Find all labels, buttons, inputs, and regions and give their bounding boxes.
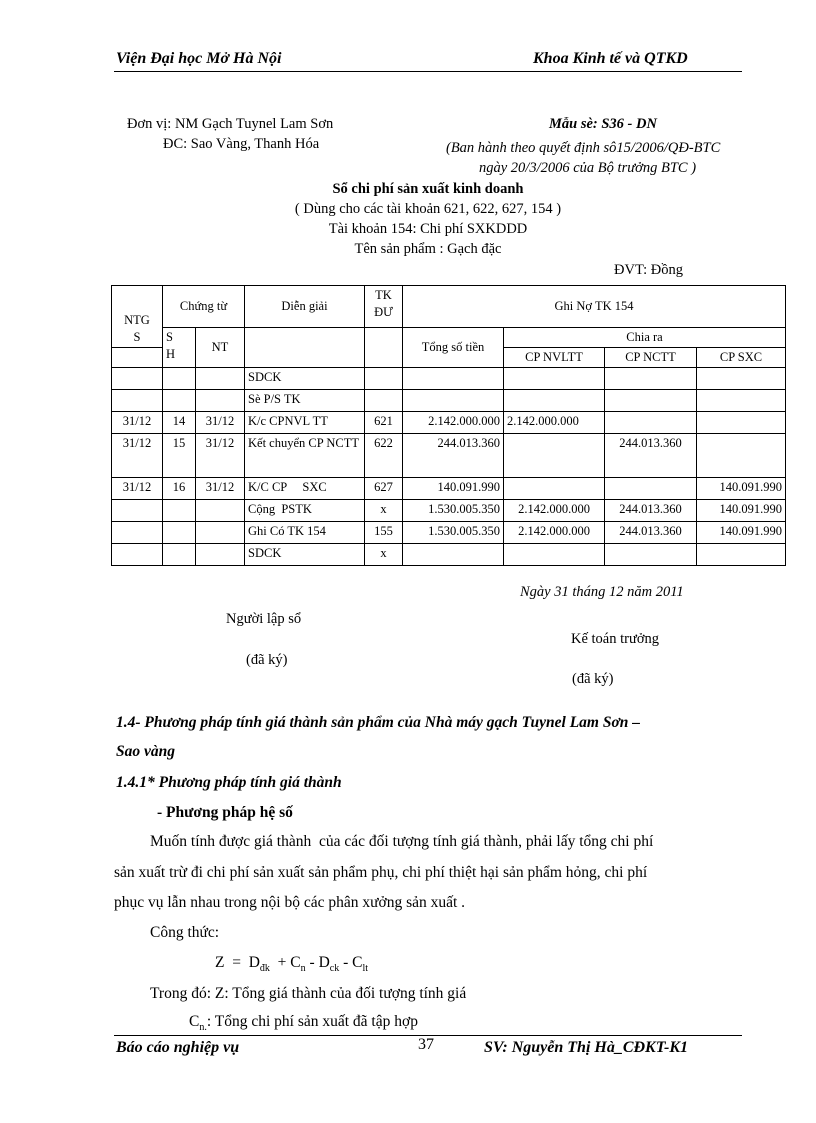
col-ntgs: NTG S [112,286,163,348]
col-sh: S H [163,328,196,368]
ledger-table [111,285,786,566]
preparer-signed: (đã ký) [246,652,288,668]
formula-label: Công thức: [150,924,220,941]
unit-address: ĐC: Sao Vàng, Thanh Hóa [163,136,320,152]
table-row: Ghi Có TK 154 155 1.530.005.350 2.142.000.000 244.013.360 140.091.990 [112,522,786,544]
formula-cn: $C_{n.}$: Tổng chi phí sản xuất đã tập hợp [189,1013,418,1034]
table-row: Cộng PSTK x 1.530.005.350 2.142.000.000 244.013.360 140.091.990 [112,500,786,522]
paragraph-line2: sản xuất trừ đi chi phí sản xuất sản phẩm phụ, chi phí thiệt hại sản phẩm hỏng, chi phí [114,864,648,881]
table-row: 31/12 16 31/12 K/C CP SXC 627 140.091.990 140.091.990 [112,478,786,500]
preparer-label: Người lập sổ [226,611,302,627]
col-cp-nvltt: CP NVLTT [504,348,605,368]
paragraph-line3: phục vụ lẫn nhau trong nội bộ các phân xưởng sản xuất . [114,894,466,911]
col-ntgs-blank [112,348,163,368]
ledger-account: Tài khoản 154: Chi phí SXKDDD [328,221,528,237]
accountant-signed: (đã ký) [572,671,614,687]
col-debit: Ghi Nợ TK 154 [403,286,786,328]
form-decision-line2: ngày 20/3/2006 của Bộ trưởng BTC ) [479,160,697,176]
header-institute: Viện Đại học Mở Hà Nội [116,50,282,67]
form-decision-line1: (Ban hành theo quyết định sô15/2006/QĐ-BTC [446,140,721,156]
formula: $Z = D_{đk} + C_n - D_{ck} - C_{lt}$ [215,954,369,975]
form-code: Mẫu sè: S36 - DN [549,116,657,132]
paragraph-line1: Muốn tính được giá thành của các đối tượng tính giá thành, phải lấy tổng chi phí [150,833,654,850]
accountant-label: Kế toán trưởng [571,631,660,647]
col-description: Diễn giải [245,286,365,328]
page-number: 37 [418,1036,434,1053]
ledger-product: Tên sản phẩm : Gạch đặc [354,241,502,257]
col-tk-blank [365,328,403,368]
footer-report: Báo cáo nghiệp vụ [116,1039,240,1056]
table-row: SDCK [112,368,786,390]
header-rule [114,71,742,72]
method-label: - Phương pháp hệ số [157,804,293,821]
col-desc-blank [245,328,365,368]
col-cp-sxc: CP SXC [697,348,786,368]
table-row: Sè P/S TK [112,390,786,412]
section-heading-line2: Sao vàng [116,743,175,760]
col-split: Chia ra [504,328,786,348]
section-sub-heading: 1.4.1* Phương pháp tính giá thành [116,774,342,791]
col-tk: TK ĐƯ [365,286,403,328]
formula-where: Trong đó: Z: Tổng giá thành của đối tượng tính giá [150,985,467,1002]
col-nt: NT [196,328,245,368]
table-row: 31/12 14 31/12 K/c CPNVL TT 621 2.142.000.000 2.142.000.000 [112,412,786,434]
table-row: SDCK x [112,544,786,566]
table-row: 31/12 15 31/12 Kết chuyển CP NCTT 622 244.013.360 244.013.360 [112,434,786,478]
col-voucher: Chứng từ [163,286,245,328]
footer-student: SV: Nguyễn Thị Hà_CĐKT-K1 [484,1039,689,1056]
currency-unit: ĐVT: Đồng [614,262,683,278]
col-total: Tổng số tiền [403,328,504,368]
section-heading-line1: 1.4- Phương pháp tính giá thành sản phẩm của Nhà máy gạch Tuynel Lam Sơn – [116,714,641,731]
ledger-subtitle: ( Dùng cho các tài khoản 621, 622, 627, 154 ) [294,201,562,217]
unit-name: Đơn vị: NM Gạch Tuynel Lam Sơn [127,116,334,132]
ledger-date: Ngày 31 tháng 12 năm 2011 [520,584,684,600]
ledger-title: Sổ chi phí sản xuất kinh doanh [332,181,524,197]
header-faculty: Khoa Kinh tế và QTKD [533,50,688,67]
col-cp-nctt: CP NCTT [605,348,697,368]
